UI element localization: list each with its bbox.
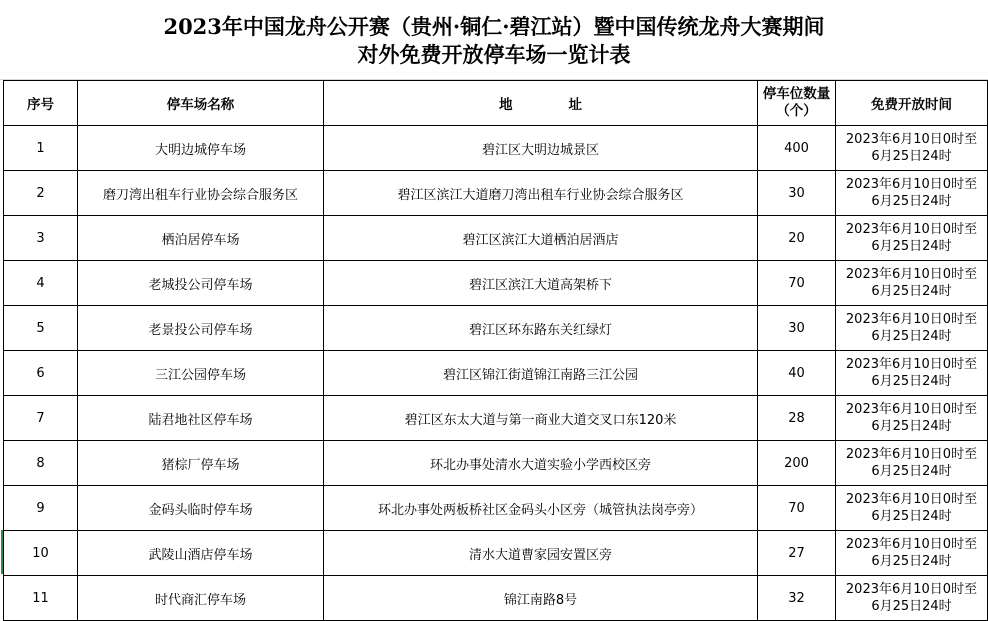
cell-name-text: 老景投公司停车场	[148, 322, 253, 338]
time-line: 2023年6月10日0时至	[845, 402, 978, 417]
cell-address-text: 碧江区环东路东关红绿灯	[468, 322, 612, 338]
cell-index-text: 8	[36, 455, 45, 471]
cell-index-text: 3	[36, 230, 45, 246]
time-line: 6月25日24时	[871, 599, 952, 614]
cell-name[interactable]	[78, 126, 324, 171]
cell-name-text: 陆君地社区停车场	[148, 412, 253, 428]
cell-name-text: 磨刀湾出租车行业协会综合服务区	[102, 187, 298, 203]
table-row	[4, 441, 988, 486]
time-line: 2023年6月10日0时至	[845, 582, 978, 597]
cell-index-text: 6	[36, 365, 45, 381]
cell-spaces[interactable]	[758, 306, 836, 351]
cell-spaces-text: 27	[788, 545, 805, 561]
time-line: 6月25日24时	[871, 329, 952, 344]
cell-spaces-text: 28	[788, 410, 805, 426]
time-line: 2023年6月10日0时至	[845, 222, 978, 237]
cell-index-text: 4	[36, 275, 45, 291]
cell-spaces-text: 400	[784, 140, 809, 156]
table-row	[4, 351, 988, 396]
cell-address[interactable]	[324, 486, 758, 531]
cell-spaces-text: 70	[788, 275, 805, 291]
cell-spaces[interactable]	[758, 576, 836, 621]
table-row	[4, 261, 988, 306]
time-line: 2023年6月10日0时至	[845, 357, 978, 372]
cell-name[interactable]	[78, 486, 324, 531]
cell-index-text: 10	[32, 545, 49, 561]
header-address[interactable]: 地 址	[324, 81, 758, 126]
cell-spaces-text: 32	[788, 590, 805, 606]
header-spaces[interactable]: 停车位数量 （个）	[758, 81, 836, 126]
cell-spaces-text: 30	[788, 185, 805, 201]
cell-address[interactable]	[324, 306, 758, 351]
active-cell-marker	[1, 530, 3, 574]
cell-address[interactable]	[324, 441, 758, 486]
cell-spaces-text: 200	[784, 455, 809, 471]
cell-name[interactable]	[78, 216, 324, 261]
cell-time[interactable]	[836, 396, 988, 441]
table-row	[4, 486, 988, 531]
cell-name-text: 栖泊居停车场	[161, 232, 240, 248]
time-line: 6月25日24时	[871, 284, 952, 299]
time-line: 2023年6月10日0时至	[845, 537, 978, 552]
cell-address-text: 清水大道曹家园安置区旁	[468, 547, 612, 563]
cell-name-text: 猪棕厂停车场	[161, 457, 240, 473]
sheet-title	[0, 0, 988, 80]
time-line: 6月25日24时	[871, 464, 952, 479]
cell-name[interactable]	[78, 261, 324, 306]
table-row	[4, 306, 988, 351]
cell-time[interactable]	[836, 171, 988, 216]
cell-spaces[interactable]	[758, 216, 836, 261]
cell-address-text: 锦江南路8号	[503, 592, 578, 608]
cell-time[interactable]	[836, 261, 988, 306]
cell-spaces[interactable]	[758, 261, 836, 306]
cell-address-text: 碧江区东太大道与第一商业大道交叉口东120米	[404, 412, 677, 428]
time-line: 2023年6月10日0时至	[845, 312, 978, 327]
cell-spaces[interactable]	[758, 531, 836, 576]
cell-time[interactable]	[836, 351, 988, 396]
time-line: 2023年6月10日0时至	[845, 177, 978, 192]
cell-index[interactable]	[4, 396, 78, 441]
cell-name[interactable]	[78, 306, 324, 351]
cell-address-text: 碧江区大明边城景区	[481, 142, 599, 158]
cell-index[interactable]	[4, 351, 78, 396]
table-row	[4, 531, 988, 576]
cell-address-text: 碧江区锦江街道锦江南路三江公园	[442, 367, 638, 383]
cell-index-text: 9	[36, 500, 45, 516]
table-row	[4, 126, 988, 171]
cell-name[interactable]	[78, 441, 324, 486]
cell-spaces[interactable]	[758, 126, 836, 171]
cell-name[interactable]	[78, 171, 324, 216]
cell-index[interactable]	[4, 261, 78, 306]
time-line: 2023年6月10日0时至	[845, 492, 978, 507]
cell-address[interactable]	[324, 261, 758, 306]
cell-index-text: 2	[36, 185, 45, 201]
cell-time[interactable]	[836, 126, 988, 171]
cell-address-text: 环北办事处两板桥社区金码头小区旁（城管执法岗亭旁）	[377, 502, 703, 518]
time-line: 6月25日24时	[871, 149, 952, 164]
cell-name[interactable]	[78, 351, 324, 396]
cell-address-text: 碧江区滨江大道栖泊居酒店	[462, 232, 619, 248]
cell-index[interactable]	[4, 486, 78, 531]
cell-name-text: 金码头临时停车场	[148, 502, 253, 518]
cell-index[interactable]	[4, 126, 78, 171]
cell-time[interactable]	[836, 216, 988, 261]
cell-spaces[interactable]	[758, 486, 836, 531]
cell-index[interactable]	[4, 576, 78, 621]
cell-address[interactable]	[324, 531, 758, 576]
cell-time[interactable]	[836, 441, 988, 486]
cell-spaces[interactable]	[758, 396, 836, 441]
cell-address-text: 碧江区滨江大道磨刀湾出租车行业协会综合服务区	[397, 187, 684, 203]
cell-spaces[interactable]	[758, 441, 836, 486]
cell-address[interactable]	[324, 576, 758, 621]
cell-name-text: 大明边城停车场	[154, 142, 246, 158]
cell-name-text: 老城投公司停车场	[148, 277, 253, 293]
header-time[interactable]: 免费开放时间	[836, 81, 988, 126]
table-header-row	[4, 81, 988, 126]
table-row	[4, 396, 988, 441]
cell-time[interactable]	[836, 576, 988, 621]
cell-time[interactable]	[836, 531, 988, 576]
cell-index-text: 5	[36, 320, 45, 336]
cell-address[interactable]	[324, 171, 758, 216]
cell-index-text: 11	[32, 590, 49, 606]
time-line: 6月25日24时	[871, 194, 952, 209]
time-line: 2023年6月10日0时至	[845, 447, 978, 462]
time-line: 6月25日24时	[871, 374, 952, 389]
title-line-1: 2023年中国龙舟公开赛（贵州·铜仁·碧江站）暨中国传统龙舟大赛期间	[163, 14, 825, 39]
time-line: 6月25日24时	[871, 239, 952, 254]
cell-name-text: 时代商汇停车场	[154, 592, 246, 608]
time-line: 6月25日24时	[871, 554, 952, 569]
cell-spaces-text: 20	[788, 230, 805, 246]
title-line-2: 对外免费开放停车场一览计表	[357, 42, 631, 67]
table-row	[4, 216, 988, 261]
table-row	[4, 576, 988, 621]
cell-time[interactable]	[836, 486, 988, 531]
parking-table	[3, 80, 988, 621]
time-line: 2023年6月10日0时至	[845, 132, 978, 147]
cell-spaces-text: 70	[788, 500, 805, 516]
cell-name-text: 武陵山酒店停车场	[148, 547, 253, 563]
cell-index[interactable]	[4, 306, 78, 351]
cell-index[interactable]	[4, 171, 78, 216]
header-name[interactable]: 停车场名称	[78, 81, 324, 126]
cell-name-text: 三江公园停车场	[154, 367, 246, 383]
cell-name[interactable]	[78, 396, 324, 441]
cell-spaces-text: 40	[788, 365, 805, 381]
cell-name[interactable]	[78, 576, 324, 621]
cell-time[interactable]	[836, 306, 988, 351]
cell-index-text: 1	[36, 140, 45, 156]
cell-address-text: 碧江区滨江大道高架桥下	[468, 277, 612, 293]
table-row	[4, 171, 988, 216]
cell-address[interactable]	[324, 216, 758, 261]
cell-spaces[interactable]	[758, 351, 836, 396]
cell-index[interactable]	[4, 441, 78, 486]
cell-spaces-text: 30	[788, 320, 805, 336]
header-index[interactable]: 序号	[4, 81, 78, 126]
cell-name[interactable]	[78, 531, 324, 576]
cell-index[interactable]	[4, 531, 78, 576]
cell-address[interactable]	[324, 396, 758, 441]
cell-address-text: 环北办事处清水大道实验小学西校区旁	[429, 457, 651, 473]
cell-spaces[interactable]	[758, 171, 836, 216]
cell-address[interactable]	[324, 351, 758, 396]
cell-index-text: 7	[36, 410, 45, 426]
cell-index[interactable]	[4, 216, 78, 261]
time-line: 6月25日24时	[871, 509, 952, 524]
time-line: 2023年6月10日0时至	[845, 267, 978, 282]
cell-address[interactable]	[324, 126, 758, 171]
time-line: 6月25日24时	[871, 419, 952, 434]
